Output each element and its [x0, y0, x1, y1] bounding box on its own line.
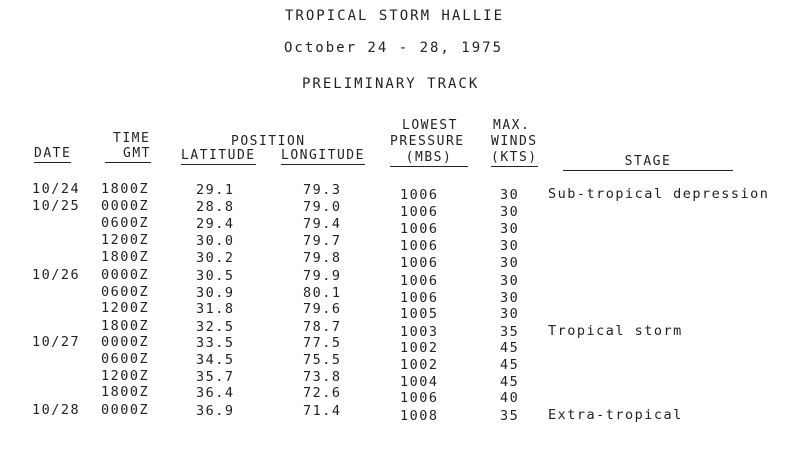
row-pressure: 1006 [400, 238, 439, 254]
row-winds: 30 [500, 187, 520, 203]
row-stage: Tropical storm [548, 323, 683, 339]
row-longitude: 75.5 [303, 352, 342, 368]
row-latitude: 36.9 [196, 403, 235, 419]
row-longitude: 79.4 [303, 216, 342, 232]
row-time: 1800Z [101, 249, 150, 265]
row-pressure: 1002 [400, 340, 439, 356]
row-stage: Extra-tropical [548, 407, 683, 423]
header-stage: STAGE [563, 154, 733, 171]
row-longitude: 79.0 [303, 199, 342, 215]
row-longitude: 71.4 [303, 403, 342, 419]
header-lowest: LOWEST [402, 118, 458, 133]
row-longitude: 79.8 [303, 250, 342, 266]
row-longitude: 73.8 [303, 369, 342, 385]
row-pressure: 1008 [400, 408, 439, 424]
row-date: 10/25 [32, 198, 81, 214]
row-time: 0600Z [101, 351, 150, 367]
row-date: 10/28 [32, 402, 81, 418]
row-time: 0600Z [101, 284, 150, 300]
row-winds: 30 [500, 204, 520, 220]
document-title: TROPICAL STORM HALLIE [285, 8, 505, 24]
row-time: 0000Z [101, 198, 150, 214]
row-latitude: 30.2 [196, 250, 235, 266]
row-longitude: 79.3 [303, 182, 342, 198]
row-winds: 35 [500, 408, 520, 424]
row-winds: 45 [500, 340, 520, 356]
row-date: 10/27 [32, 334, 81, 350]
row-latitude: 35.7 [196, 369, 235, 385]
row-date: 10/26 [32, 267, 81, 283]
row-time: 0000Z [101, 402, 150, 418]
row-longitude: 78.7 [303, 319, 342, 335]
row-pressure: 1006 [400, 273, 439, 289]
header-kts: (KTS) [491, 150, 538, 165]
row-winds: 45 [500, 374, 520, 390]
row-latitude: 29.4 [196, 216, 235, 232]
row-winds: 45 [500, 357, 520, 373]
row-longitude: 80.1 [303, 285, 342, 301]
row-pressure: 1006 [400, 390, 439, 406]
row-latitude: 29.1 [196, 182, 235, 198]
row-pressure: 1006 [400, 204, 439, 220]
row-latitude: 32.5 [196, 319, 235, 335]
row-time: 1200Z [101, 368, 150, 384]
header-gmt: GMT [105, 146, 151, 163]
row-longitude: 79.6 [303, 301, 342, 317]
header-winds: WINDS [491, 134, 538, 149]
row-time: 1800Z [101, 384, 150, 400]
row-time: 1200Z [101, 300, 150, 316]
row-pressure: 1006 [400, 187, 439, 203]
document-dates: October 24 - 28, 1975 [284, 40, 504, 56]
row-latitude: 36.4 [196, 385, 235, 401]
row-pressure: 1005 [400, 306, 439, 322]
row-time: 1200Z [101, 232, 150, 248]
document-subtitle: PRELIMINARY TRACK [302, 76, 480, 92]
row-time: 0000Z [101, 334, 150, 350]
row-latitude: 33.5 [196, 335, 235, 351]
row-latitude: 30.0 [196, 233, 235, 249]
row-winds: 35 [500, 324, 520, 340]
row-winds: 30 [500, 290, 520, 306]
row-winds: 30 [500, 255, 520, 271]
header-longitude: LONGITUDE [281, 148, 365, 163]
row-latitude: 31.8 [196, 301, 235, 317]
row-longitude: 79.7 [303, 233, 342, 249]
header-time: TIME [113, 131, 151, 146]
row-latitude: 30.9 [196, 285, 235, 301]
row-latitude: 28.8 [196, 199, 235, 215]
row-stage: Sub-tropical depression [548, 186, 770, 202]
row-time: 0600Z [101, 215, 150, 231]
row-pressure: 1006 [400, 221, 439, 237]
row-latitude: 34.5 [196, 352, 235, 368]
row-winds: 40 [500, 390, 520, 406]
header-mbs: (MBS) [390, 150, 468, 167]
header-pressure: PRESSURE [390, 134, 465, 149]
row-time: 1800Z [101, 181, 150, 197]
row-longitude: 72.6 [303, 385, 342, 401]
header-date: DATE [34, 146, 72, 161]
row-winds: 30 [500, 306, 520, 322]
row-pressure: 1003 [400, 324, 439, 340]
header-latitude: LATITUDE [181, 148, 256, 163]
row-pressure: 1006 [400, 255, 439, 271]
header-position: POSITION [231, 134, 306, 149]
row-pressure: 1004 [400, 374, 439, 390]
row-time: 1800Z [101, 318, 150, 334]
row-date: 10/24 [32, 181, 81, 197]
row-latitude: 30.5 [196, 268, 235, 284]
row-time: 0000Z [101, 267, 150, 283]
row-pressure: 1006 [400, 290, 439, 306]
header-max: MAX. [493, 118, 531, 133]
row-longitude: 79.9 [303, 268, 342, 284]
row-winds: 30 [500, 221, 520, 237]
row-longitude: 77.5 [303, 335, 342, 351]
row-winds: 30 [500, 273, 520, 289]
row-pressure: 1002 [400, 357, 439, 373]
row-winds: 30 [500, 238, 520, 254]
